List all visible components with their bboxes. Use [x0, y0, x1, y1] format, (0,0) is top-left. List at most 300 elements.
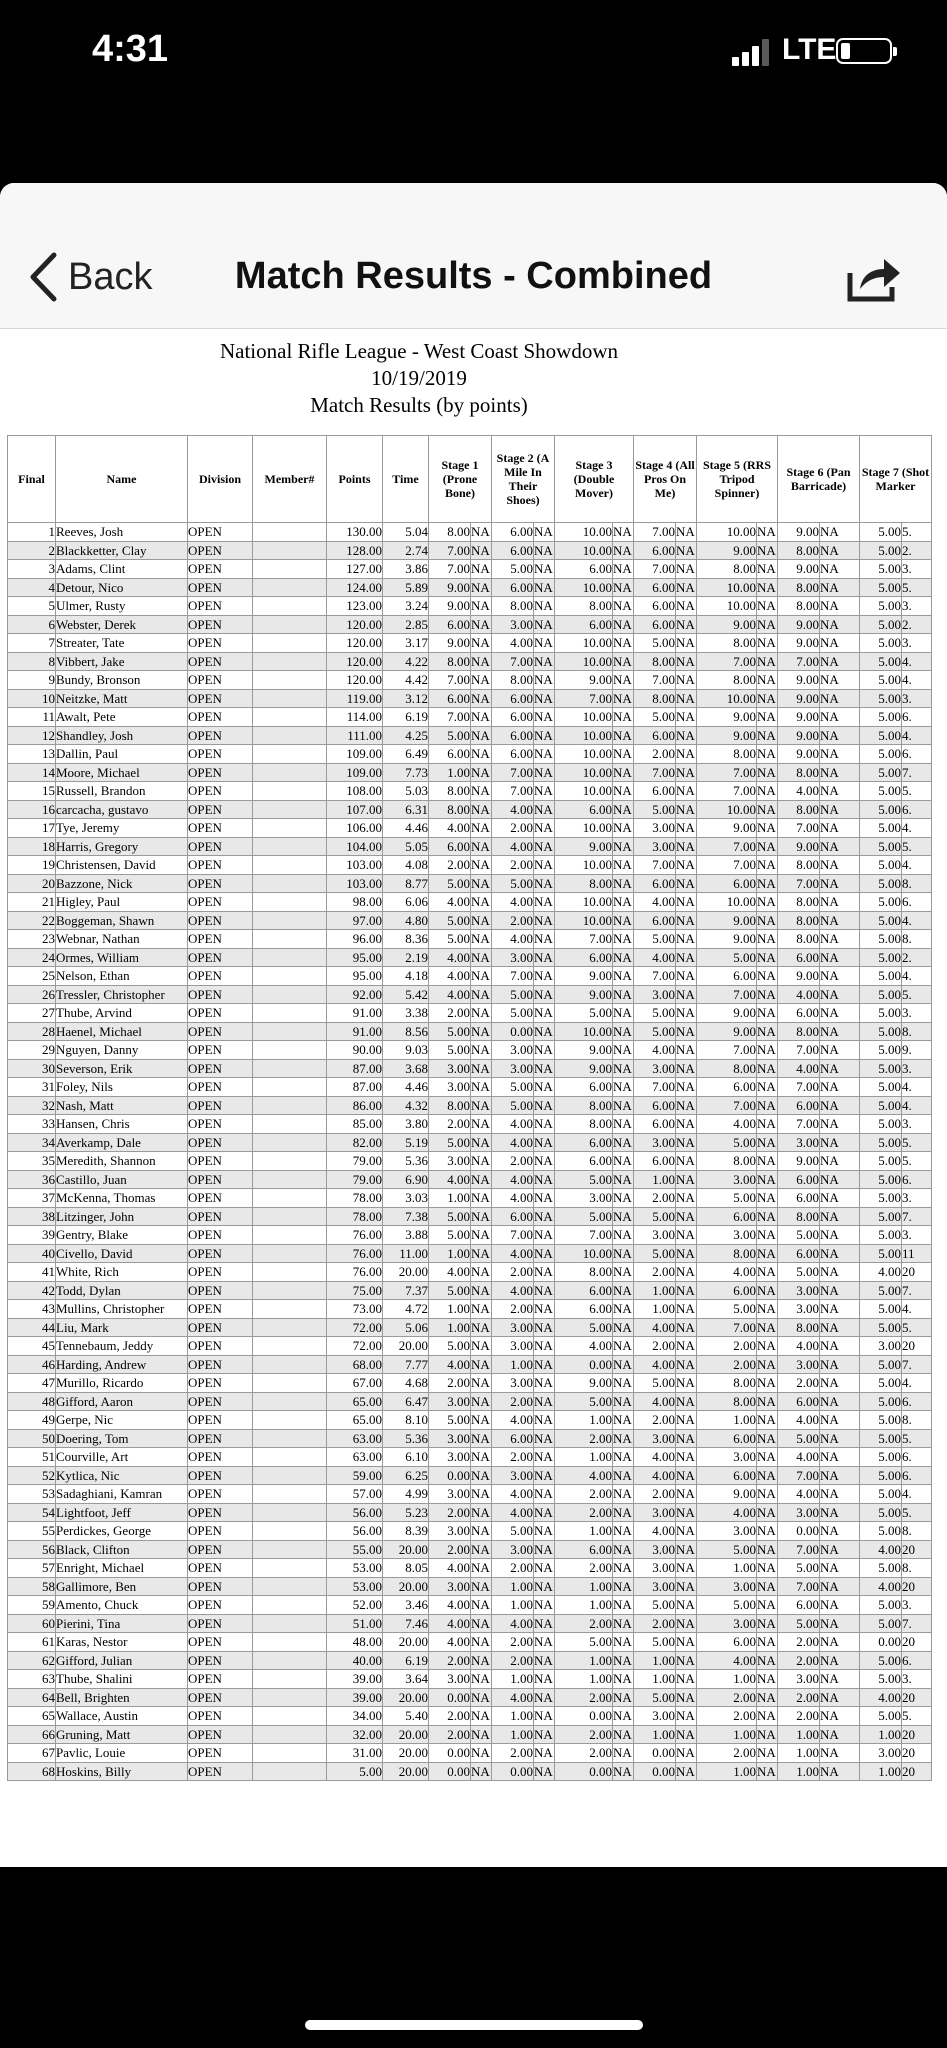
cell-stage-4-score: 2.00 — [634, 1189, 676, 1208]
cell-stage-5-score: 7.00 — [697, 1318, 757, 1337]
cell-time: 5.36 — [383, 1152, 429, 1171]
cell-stage-3-na: NA — [613, 894, 632, 910]
cell-stage-3-na: NA — [613, 838, 632, 854]
cell-final: 54 — [8, 1503, 56, 1522]
cell-stage-4-na: NA — [676, 635, 695, 651]
cell-stage-7-score: 5.00 — [860, 1392, 902, 1411]
cell-stage-4-na: NA — [676, 579, 695, 595]
navigation-bar — [0, 183, 947, 329]
cell-stage-5-na: NA — [757, 1430, 776, 1446]
cell-stage-6-score: 8.00 — [778, 856, 820, 875]
cell-stage-2-score: 6.00 — [492, 541, 534, 560]
cell-member — [253, 1670, 327, 1689]
cell-final: 36 — [8, 1170, 56, 1189]
cell-stage-4-na: NA — [676, 912, 695, 928]
cell-stage-6-score: 9.00 — [778, 560, 820, 579]
cell-stage-1-score: 5.00 — [429, 1041, 471, 1060]
cell-member — [253, 782, 327, 801]
cell-stage-5-na: NA — [757, 1356, 776, 1372]
cell-stage-4-na: NA — [676, 1486, 695, 1502]
cell-stage-5-score: 6.00 — [697, 1466, 757, 1485]
cell-stage-6-na: NA — [820, 893, 860, 912]
cell-stage-7-time: 3. — [902, 1226, 932, 1245]
table-row — [8, 1170, 932, 1189]
cell-stage-6-na: NA — [820, 930, 860, 949]
cell-stage-7-time: 4. — [902, 1374, 932, 1393]
cell-stage-5-score: 4.00 — [697, 1263, 757, 1282]
cell-division: OPEN — [188, 1466, 253, 1485]
cell-stage-1-score: 6.00 — [429, 745, 471, 764]
cell-stage-1-na: NA — [471, 1689, 490, 1705]
cell-division: OPEN — [188, 1096, 253, 1115]
cell-stage-2-score: 7.00 — [492, 967, 534, 986]
cell-stage-4-score: 2.00 — [634, 1337, 676, 1356]
cell-name: Lightfoot, Jeff — [56, 1503, 188, 1522]
cell-division: OPEN — [188, 856, 253, 875]
cell-stage-3-na: NA — [613, 1042, 632, 1058]
cell-stage-6-na: NA — [820, 1022, 860, 1041]
cell-stage-6-score: 2.00 — [778, 1651, 820, 1670]
cell-stage-4-na: NA — [676, 1652, 695, 1668]
cell-stage-4-na: NA — [676, 746, 695, 762]
cell-stage-1-na: NA — [471, 1671, 490, 1687]
cell-member — [253, 1337, 327, 1356]
cell-final: 24 — [8, 948, 56, 967]
cell-stage-2-score: 2.00 — [492, 819, 534, 838]
share-icon[interactable] — [846, 253, 902, 303]
cell-stage-3-score: 0.00 — [555, 1762, 613, 1781]
cell-final: 31 — [8, 1078, 56, 1097]
cell-name: McKenna, Thomas — [56, 1189, 188, 1208]
cell-division: OPEN — [188, 837, 253, 856]
cell-time: 5.06 — [383, 1318, 429, 1337]
cell-final: 9 — [8, 671, 56, 690]
cell-stage-1-score: 4.00 — [429, 819, 471, 838]
cell-stage-3-na: NA — [613, 1208, 632, 1224]
cell-stage-2-score: 3.00 — [492, 1540, 534, 1559]
cell-stage-3-score: 10.00 — [555, 523, 613, 542]
cell-time: 4.42 — [383, 671, 429, 690]
cell-name: Harris, Gregory — [56, 837, 188, 856]
table-row — [8, 856, 932, 875]
table-row — [8, 1022, 932, 1041]
cell-time: 20.00 — [383, 1540, 429, 1559]
cell-name: Castillo, Juan — [56, 1170, 188, 1189]
cell-stage-2-score: 2.00 — [492, 1263, 534, 1282]
table-row — [8, 523, 932, 542]
cell-stage-3-score: 3.00 — [555, 1189, 613, 1208]
cell-stage-3-score: 6.00 — [555, 615, 613, 634]
cell-stage-7-time: 3. — [902, 1059, 932, 1078]
cell-stage-4-score: 6.00 — [634, 597, 676, 616]
cell-stage-1-na: NA — [471, 1190, 490, 1206]
cell-stage-4-na: NA — [676, 1449, 695, 1465]
cell-stage-4-score: 3.00 — [634, 1226, 676, 1245]
cell-final: 1 — [8, 523, 56, 542]
cell-stage-2-na: NA — [534, 1060, 553, 1076]
cell-stage-5-na: NA — [757, 1486, 776, 1502]
cell-stage-4-na: NA — [676, 1523, 695, 1539]
cell-stage-1-score: 5.00 — [429, 1133, 471, 1152]
cell-time: 6.90 — [383, 1170, 429, 1189]
cell-stage-7-score: 5.00 — [860, 560, 902, 579]
cell-member — [253, 1189, 327, 1208]
cell-points: 59.00 — [327, 1466, 383, 1485]
table-row — [8, 597, 932, 616]
cell-stage-2-score: 2.00 — [492, 1633, 534, 1652]
cell-division: OPEN — [188, 634, 253, 653]
cell-stage-3-na: NA — [613, 1708, 632, 1724]
cell-stage-6-score: 8.00 — [778, 763, 820, 782]
cell-stage-1-na: NA — [471, 1264, 490, 1280]
battery-icon — [836, 38, 892, 64]
cell-stage-1-na: NA — [471, 931, 490, 947]
cell-final: 56 — [8, 1540, 56, 1559]
cell-stage-1-na: NA — [471, 616, 490, 632]
cell-stage-6-score: 7.00 — [778, 819, 820, 838]
cell-stage-2-na: NA — [534, 1171, 553, 1187]
cell-stage-7-score: 4.00 — [860, 1263, 902, 1282]
cell-stage-7-score: 5.00 — [860, 1448, 902, 1467]
cell-stage-2-score: 4.00 — [492, 1411, 534, 1430]
cell-stage-6-score: 9.00 — [778, 745, 820, 764]
cell-stage-6-score: 6.00 — [778, 1170, 820, 1189]
cell-time: 9.03 — [383, 1041, 429, 1060]
cell-stage-2-na: NA — [534, 931, 553, 947]
cell-name: Wallace, Austin — [56, 1707, 188, 1726]
cell-stage-1-na: NA — [471, 1615, 490, 1631]
cell-name: Todd, Dylan — [56, 1281, 188, 1300]
cell-stage-1-score: 5.00 — [429, 1022, 471, 1041]
cell-stage-2-na: NA — [534, 1578, 553, 1594]
cell-stage-4-na: NA — [676, 690, 695, 706]
cell-division: OPEN — [188, 1392, 253, 1411]
cell-stage-2-na: NA — [534, 875, 553, 891]
cell-stage-1-na: NA — [471, 1652, 490, 1668]
cell-final: 19 — [8, 856, 56, 875]
cell-stage-6-score: 8.00 — [778, 1207, 820, 1226]
cell-member — [253, 1485, 327, 1504]
cell-stage-6-na: NA — [820, 948, 860, 967]
cell-stage-6-score: 9.00 — [778, 1152, 820, 1171]
cell-stage-1-score: 3.00 — [429, 1078, 471, 1097]
cell-stage-2-na: NA — [534, 820, 553, 836]
col-stage-5: Stage 5 (RRS Tripod Spinner) — [697, 436, 778, 523]
cell-division: OPEN — [188, 745, 253, 764]
cell-stage-4-score: 1.00 — [634, 1281, 676, 1300]
cell-time: 3.46 — [383, 1596, 429, 1615]
document-view[interactable] — [0, 328, 947, 1867]
cell-stage-5-score: 7.00 — [697, 837, 757, 856]
cell-stage-2-score: 8.00 — [492, 597, 534, 616]
cell-stage-6-na: NA — [820, 560, 860, 579]
cell-stage-5-na: NA — [757, 1190, 776, 1206]
cell-stage-4-score: 4.00 — [634, 1392, 676, 1411]
cell-stage-7-time: 7. — [902, 1281, 932, 1300]
cell-stage-2-score: 6.00 — [492, 689, 534, 708]
cell-points: 103.00 — [327, 874, 383, 893]
cell-stage-2-na: NA — [534, 1301, 553, 1317]
cell-stage-1-na: NA — [471, 1060, 490, 1076]
cell-stage-7-score: 5.00 — [860, 578, 902, 597]
cell-stage-6-na: NA — [820, 1762, 860, 1781]
cell-final: 63 — [8, 1670, 56, 1689]
cell-stage-2-score: 3.00 — [492, 1318, 534, 1337]
cell-time: 8.77 — [383, 874, 429, 893]
cell-points: 92.00 — [327, 985, 383, 1004]
cell-stage-4-na: NA — [676, 1375, 695, 1391]
cell-stage-5-na: NA — [757, 616, 776, 632]
cell-stage-3-na: NA — [613, 727, 632, 743]
cell-stage-1-na: NA — [471, 1338, 490, 1354]
cell-stage-7-score: 5.00 — [860, 1244, 902, 1263]
cell-stage-1-score: 3.00 — [429, 1059, 471, 1078]
cell-stage-4-na: NA — [676, 524, 695, 540]
cell-stage-6-score: 6.00 — [778, 1096, 820, 1115]
cell-stage-7-score: 3.00 — [860, 1744, 902, 1763]
cell-points: 108.00 — [327, 782, 383, 801]
cell-points: 79.00 — [327, 1170, 383, 1189]
cell-member — [253, 874, 327, 893]
cell-final: 37 — [8, 1189, 56, 1208]
cell-stage-6-na: NA — [820, 634, 860, 653]
cell-final: 67 — [8, 1744, 56, 1763]
cell-stage-7-score: 5.00 — [860, 1596, 902, 1615]
table-row — [8, 1429, 932, 1448]
cell-stage-7-score: 5.00 — [860, 1522, 902, 1541]
table-row — [8, 1059, 932, 1078]
cell-stage-5-score: 2.00 — [697, 1744, 757, 1763]
cell-division: OPEN — [188, 782, 253, 801]
cell-stage-5-na: NA — [757, 1763, 776, 1779]
cell-name: Streater, Tate — [56, 634, 188, 653]
cell-time: 20.00 — [383, 1744, 429, 1763]
cell-stage-3-na: NA — [613, 1023, 632, 1039]
cell-stage-7-score: 5.00 — [860, 1707, 902, 1726]
cell-final: 7 — [8, 634, 56, 653]
cell-stage-2-na: NA — [534, 894, 553, 910]
cell-stage-1-na: NA — [471, 1005, 490, 1021]
cell-stage-5-na: NA — [757, 820, 776, 836]
cell-stage-5-score: 1.00 — [697, 1559, 757, 1578]
cell-stage-1-score: 9.00 — [429, 597, 471, 616]
cell-name: Meredith, Shannon — [56, 1152, 188, 1171]
table-row — [8, 1540, 932, 1559]
cell-division: OPEN — [188, 1041, 253, 1060]
cell-time: 20.00 — [383, 1263, 429, 1282]
cell-stage-2-score: 2.00 — [492, 1392, 534, 1411]
cell-member — [253, 1429, 327, 1448]
cell-stage-2-score: 4.00 — [492, 1614, 534, 1633]
cell-points: 104.00 — [327, 837, 383, 856]
cell-member — [253, 893, 327, 912]
cell-name: Moore, Michael — [56, 763, 188, 782]
cell-name: Gallimore, Ben — [56, 1577, 188, 1596]
cell-stage-5-na: NA — [757, 1745, 776, 1761]
cell-member — [253, 819, 327, 838]
cell-stage-6-na: NA — [820, 1670, 860, 1689]
cell-stage-1-na: NA — [471, 1504, 490, 1520]
cell-stage-1-score: 3.00 — [429, 1485, 471, 1504]
cell-division: OPEN — [188, 1318, 253, 1337]
cell-stage-2-na: NA — [534, 838, 553, 854]
cell-stage-6-na: NA — [820, 689, 860, 708]
cell-name: Bell, Brighten — [56, 1688, 188, 1707]
cell-points: 95.00 — [327, 948, 383, 967]
cell-stage-6-na: NA — [820, 578, 860, 597]
cell-stage-5-na: NA — [757, 1079, 776, 1095]
cell-stage-3-na: NA — [613, 1134, 632, 1150]
cell-stage-2-score: 6.00 — [492, 1429, 534, 1448]
cell-stage-6-na: NA — [820, 1059, 860, 1078]
cell-name: Higley, Paul — [56, 893, 188, 912]
cell-stage-2-na: NA — [534, 746, 553, 762]
cell-division: OPEN — [188, 1115, 253, 1134]
cell-final: 49 — [8, 1411, 56, 1430]
cell-stage-3-score: 5.00 — [555, 1392, 613, 1411]
cell-stage-5-na: NA — [757, 727, 776, 743]
cell-member — [253, 930, 327, 949]
cell-stage-6-na: NA — [820, 1503, 860, 1522]
cell-stage-2-na: NA — [534, 801, 553, 817]
cell-stage-6-na: NA — [820, 1115, 860, 1134]
cell-stage-6-na: NA — [820, 1429, 860, 1448]
cell-stage-2-score: 3.00 — [492, 1374, 534, 1393]
cell-member — [253, 1725, 327, 1744]
cell-stage-6-score: 9.00 — [778, 689, 820, 708]
table-row — [8, 560, 932, 579]
cell-final: 10 — [8, 689, 56, 708]
cell-stage-4-score: 5.00 — [634, 708, 676, 727]
home-indicator[interactable] — [305, 2020, 643, 2030]
cell-stage-1-na: NA — [471, 1393, 490, 1409]
cell-name: Bundy, Bronson — [56, 671, 188, 690]
cell-stage-1-score: 0.00 — [429, 1688, 471, 1707]
cell-stage-1-na: NA — [471, 1134, 490, 1150]
cell-stage-2-score: 7.00 — [492, 782, 534, 801]
cell-final: 57 — [8, 1559, 56, 1578]
cell-name: Hoskins, Billy — [56, 1762, 188, 1781]
cell-points: 120.00 — [327, 671, 383, 690]
table-row — [8, 634, 932, 653]
cell-stage-1-score: 7.00 — [429, 560, 471, 579]
cell-stage-4-score: 4.00 — [634, 1522, 676, 1541]
cell-stage-5-score: 4.00 — [697, 1503, 757, 1522]
cell-stage-3-na: NA — [613, 561, 632, 577]
cell-stage-3-score: 10.00 — [555, 578, 613, 597]
cell-stage-5-score: 2.00 — [697, 1688, 757, 1707]
cell-stage-2-na: NA — [534, 949, 553, 965]
cell-stage-7-score: 5.00 — [860, 1004, 902, 1023]
cell-points: 52.00 — [327, 1596, 383, 1615]
cell-final: 45 — [8, 1337, 56, 1356]
cell-time: 5.05 — [383, 837, 429, 856]
cell-stage-2-score: 5.00 — [492, 874, 534, 893]
cell-stage-3-na: NA — [613, 1449, 632, 1465]
cell-final: 6 — [8, 615, 56, 634]
cell-stage-1-score: 4.00 — [429, 1559, 471, 1578]
col-stage-6: Stage 6 (Pan Barricade) — [778, 436, 860, 523]
cell-time: 4.99 — [383, 1485, 429, 1504]
cell-time: 20.00 — [383, 1725, 429, 1744]
table-row — [8, 726, 932, 745]
cell-stage-7-score: 1.00 — [860, 1762, 902, 1781]
table-row — [8, 1485, 932, 1504]
cell-final: 40 — [8, 1244, 56, 1263]
cell-stage-4-score: 6.00 — [634, 874, 676, 893]
cell-time: 6.19 — [383, 708, 429, 727]
cell-stage-3-na: NA — [613, 653, 632, 669]
cell-time: 5.40 — [383, 1707, 429, 1726]
cell-name: Ulmer, Rusty — [56, 597, 188, 616]
cell-stage-6-na: NA — [820, 1744, 860, 1763]
cell-time: 20.00 — [383, 1688, 429, 1707]
cell-final: 3 — [8, 560, 56, 579]
cell-name: Detour, Nico — [56, 578, 188, 597]
cell-points: 123.00 — [327, 597, 383, 616]
cell-stage-7-score: 1.00 — [860, 1725, 902, 1744]
cell-stage-4-score: 2.00 — [634, 1614, 676, 1633]
cell-points: 120.00 — [327, 615, 383, 634]
cell-division: OPEN — [188, 1078, 253, 1097]
cell-stage-3-score: 4.00 — [555, 1337, 613, 1356]
cell-name: White, Rich — [56, 1263, 188, 1282]
cell-name: Russell, Brandon — [56, 782, 188, 801]
cell-member — [253, 1707, 327, 1726]
cell-stage-2-na: NA — [534, 616, 553, 632]
cell-stage-1-na: NA — [471, 1467, 490, 1483]
cell-stage-6-score: 9.00 — [778, 523, 820, 542]
cell-stage-7-score: 5.00 — [860, 800, 902, 819]
cell-stage-2-na: NA — [534, 1541, 553, 1557]
cell-division: OPEN — [188, 541, 253, 560]
cell-stage-6-score: 3.00 — [778, 1281, 820, 1300]
cell-final: 68 — [8, 1762, 56, 1781]
cell-division: OPEN — [188, 1540, 253, 1559]
cell-stage-1-score: 5.00 — [429, 911, 471, 930]
cell-stage-4-score: 4.00 — [634, 1448, 676, 1467]
cell-time: 4.68 — [383, 1374, 429, 1393]
cell-stage-6-score: 8.00 — [778, 1318, 820, 1337]
col-member: Member# — [253, 436, 327, 523]
cell-stage-1-na: NA — [471, 1227, 490, 1243]
cell-stage-1-na: NA — [471, 1079, 490, 1095]
cell-stage-7-score: 5.00 — [860, 930, 902, 949]
cell-stage-7-score: 5.00 — [860, 967, 902, 986]
cell-member — [253, 1448, 327, 1467]
cell-stage-5-score: 10.00 — [697, 597, 757, 616]
cell-name: Shandley, Josh — [56, 726, 188, 745]
cell-stage-5-na: NA — [757, 875, 776, 891]
cell-stage-2-score: 1.00 — [492, 1707, 534, 1726]
cell-stage-5-na: NA — [757, 1634, 776, 1650]
cell-stage-4-na: NA — [676, 1726, 695, 1742]
cell-stage-5-score: 5.00 — [697, 1189, 757, 1208]
cell-division: OPEN — [188, 1744, 253, 1763]
signal-icon — [732, 38, 768, 66]
cell-stage-3-score: 10.00 — [555, 819, 613, 838]
cell-stage-3-score: 8.00 — [555, 1115, 613, 1134]
cell-stage-5-na: NA — [757, 1060, 776, 1076]
cell-points: 98.00 — [327, 893, 383, 912]
cell-stage-5-score: 6.00 — [697, 874, 757, 893]
cell-stage-4-na: NA — [676, 1227, 695, 1243]
cell-stage-5-score: 2.00 — [697, 1337, 757, 1356]
cell-stage-6-score: 4.00 — [778, 1411, 820, 1430]
cell-stage-7-time: 5. — [902, 1503, 932, 1522]
cell-stage-5-na: NA — [757, 1467, 776, 1483]
cell-member — [253, 1263, 327, 1282]
